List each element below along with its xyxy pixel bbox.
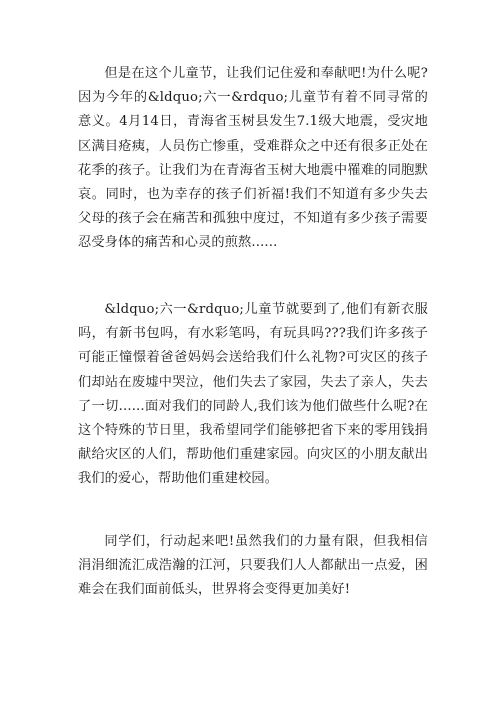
paragraph-2: &ldquo;六一&rdquo;儿童节就要到了,他们有新衣服吗，有新书包吗，有水彩笔吗，有玩具吗???我们许多孩子可能正憧憬着爸爸妈妈会送给我们什么礼物?可灾区的孩子们却站在废墟中哭泣，他们失去了家园，失去了亲人，失去了一切......面对我们的同龄人,我们该为他们做些什么呢?在这个特殊的节日里，我希望同学们能够把省下来的零用钱捐献给灾区的人们，帮助他们重建家园。向灾区的小朋友献出我们的爱心，帮助他们重建校园。: [78, 302, 428, 487]
paragraph-1: 但是在这个儿童节，让我们记住爱和奉献吧!为什么呢?因为今年的&ldquo;六一&rdquo;儿童节有着不同寻常的意义。4月14日，青海省玉树县发生7.1级大地震，受灾地区满目疮痍，人员伤亡惨重，受难群众之中还有很多正处在花季的孩子。让我们为在青海省玉树大地震中罹难的同胞默哀。同时，也为幸存的孩子们祈福!我们不知道有多少失去父母的孩子会在痛苦和孤独中度过，不知道有多少孩子需要忍受身体的痛苦和心灵的煎熬......: [78, 66, 428, 251]
paragraph-3: 同学们，行动起来吧!虽然我们的力量有限，但我相信涓涓细流汇成浩瀚的江河，只要我们人人都献出一点爱，困难会在我们面前低头，世界将会变得更加美好!: [78, 534, 428, 598]
